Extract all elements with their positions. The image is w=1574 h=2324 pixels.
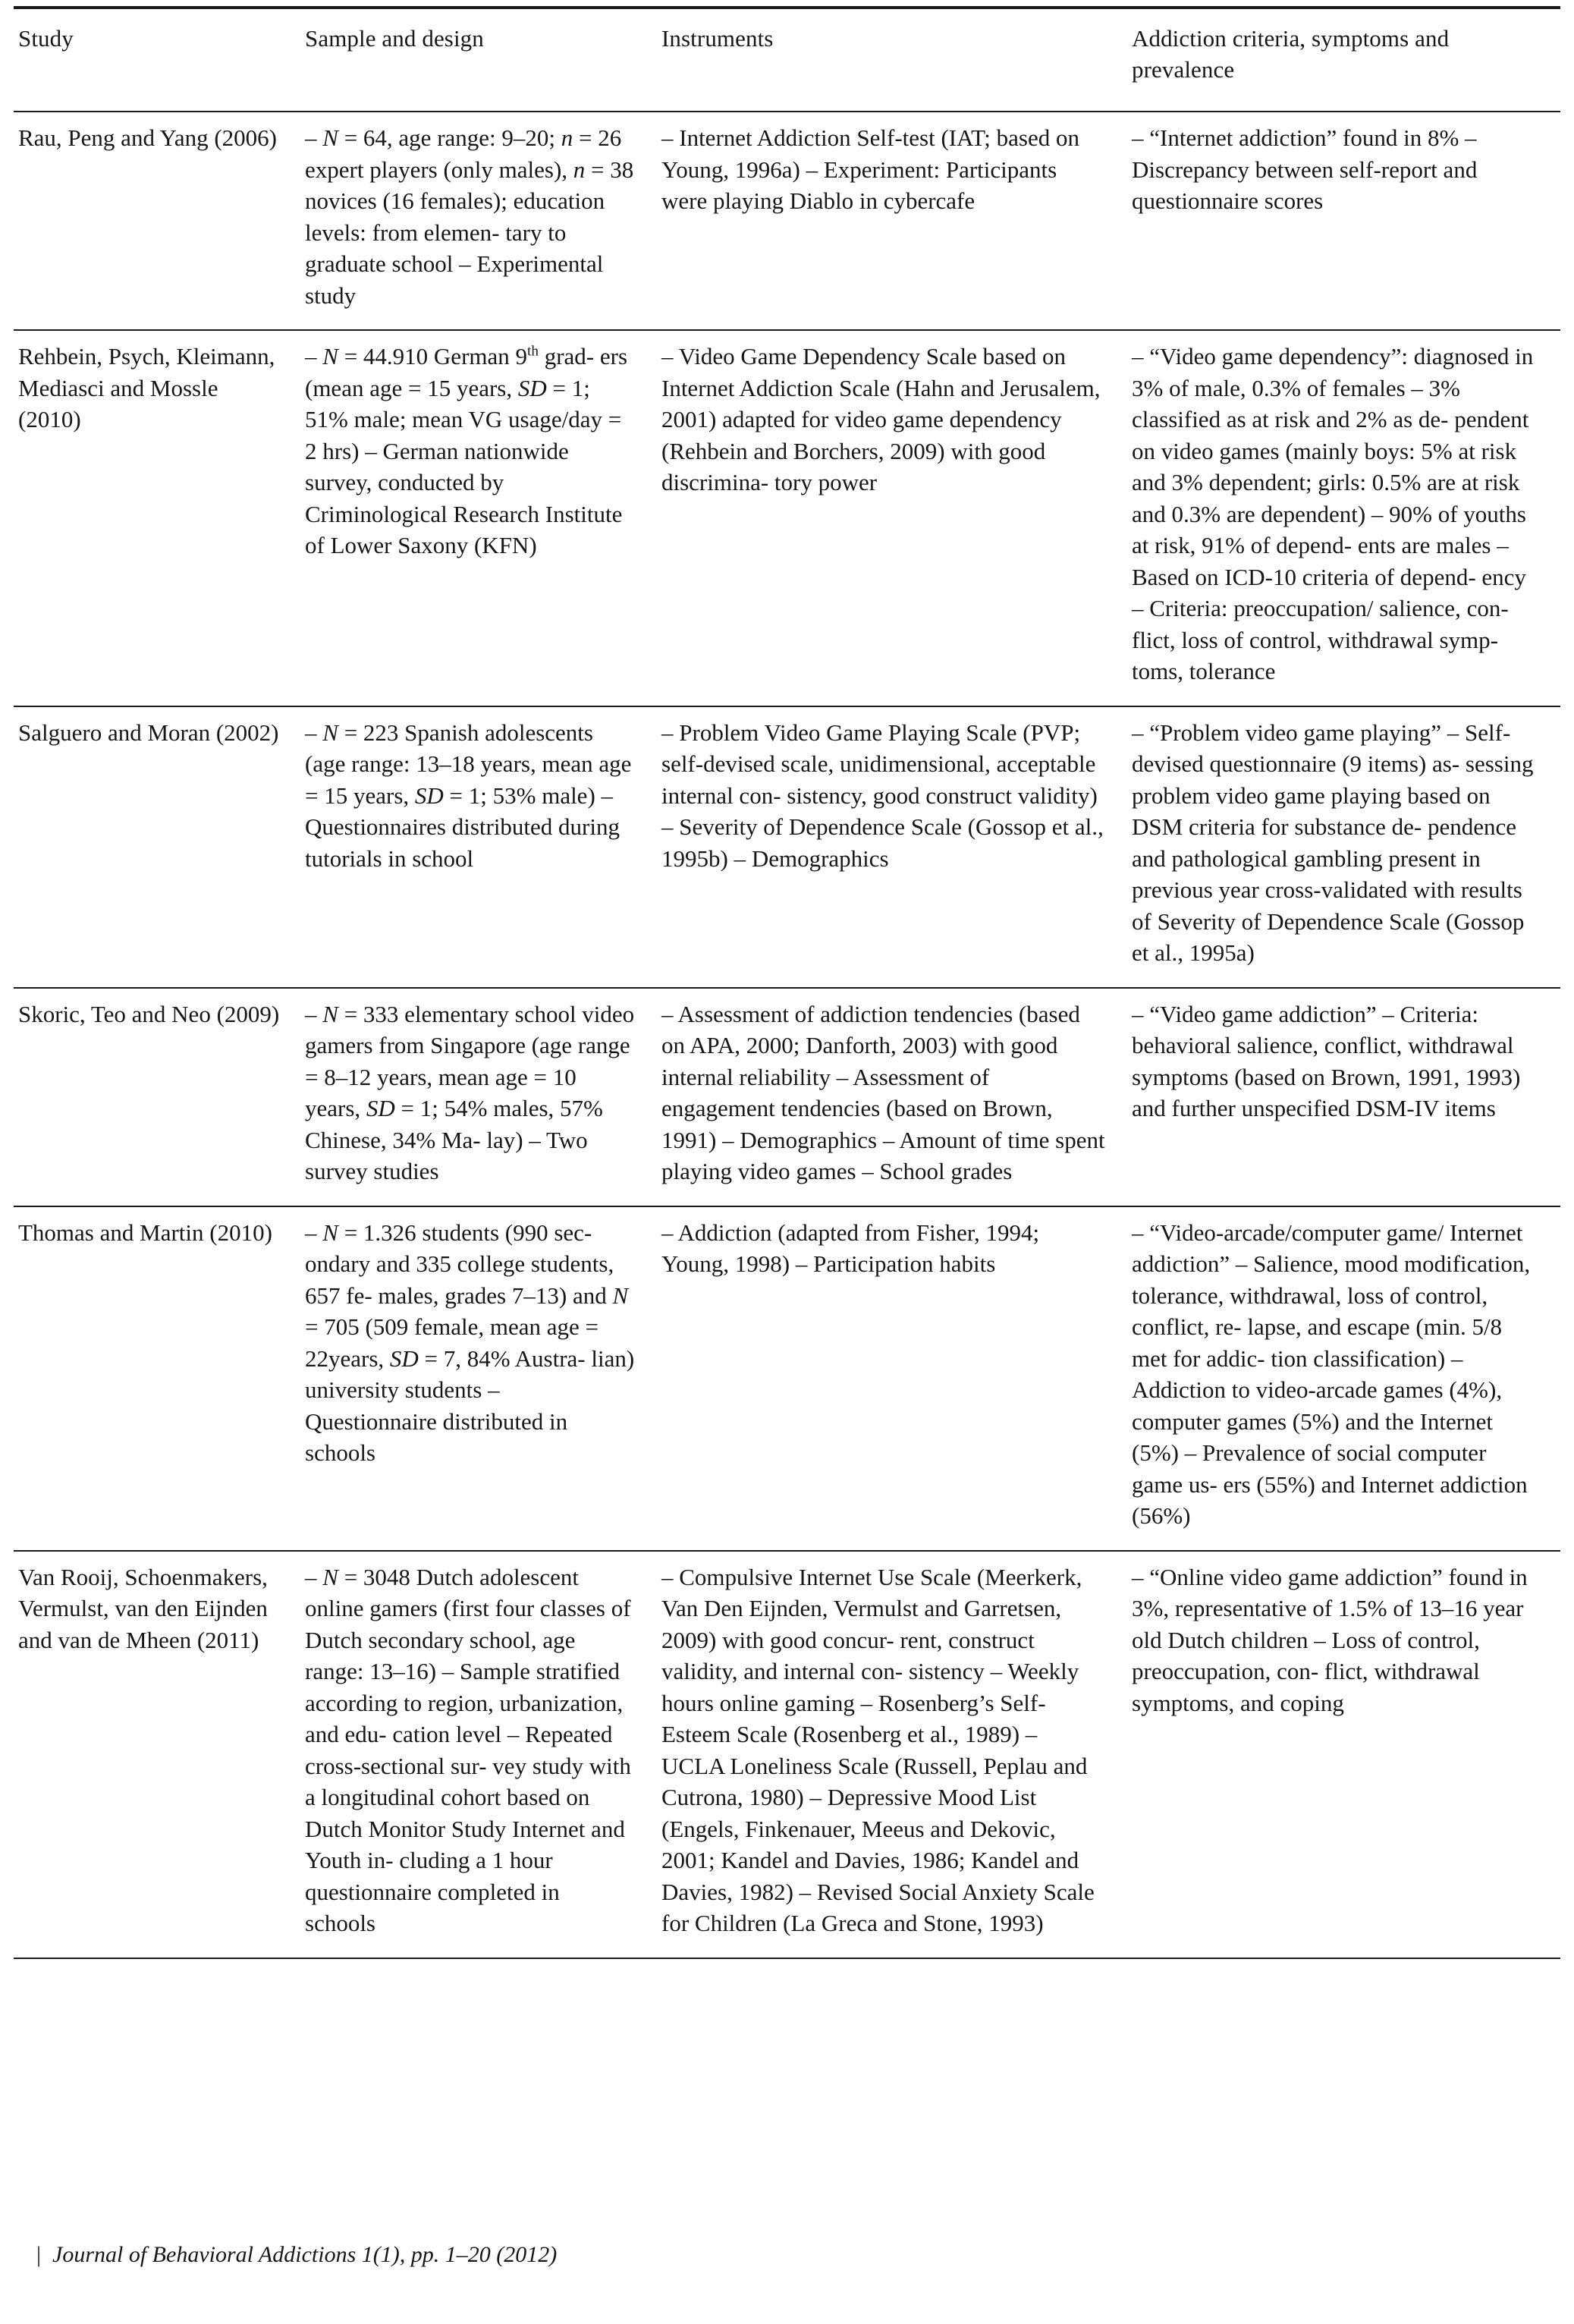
table-row	[14, 988, 1560, 1206]
cell-criteria: – “Online video game addiction” found in 3%, representative of 1.5% of 13–16 year old Dutch children – Loss of control, preoccupation, con- flict, withdrawal symptoms, and coping	[1127, 1551, 1560, 1958]
table-row	[14, 112, 1560, 330]
cell-study: Van Rooij, Schoenmakers, Vermulst, van den Eijnden and van de Mheen (2011)	[14, 1551, 300, 1958]
cell-study: Skoric, Teo and Neo (2009)	[14, 988, 300, 1206]
table-row	[14, 330, 1560, 706]
cell-criteria: – “Video-arcade/computer game/ Internet addiction” – Salience, mood modification, tolerance, withdrawal, loss of control, conflict, re- lapse, and escape (min. 5/8 met for addic- tion classification) – Addiction to video-arcade games (4%), computer games (5%) and the Internet (5%) – Prevalence of social computer game us- ers (55%) and Internet addiction (56%)	[1127, 1206, 1560, 1551]
cell-instruments: – Assessment of addiction tendencies (based on APA, 2000; Danforth, 2003) with good internal reliability – Assessment of engagement tendencies (based on Brown, 1991) – Demographics – Amount of time spent playing video games – School grades	[657, 988, 1127, 1206]
table-bottom-rule	[14, 1958, 1560, 1959]
column-header-study: Study	[14, 8, 300, 112]
column-header-addiction-criteria: Addiction criteria, symptoms and prevalence	[1127, 8, 1560, 112]
column-header-sample-and-design: Sample and design	[300, 8, 657, 112]
cell-sample: – N = 64, age range: 9–20; n = 26 expert players (only males), n = 38 novices (16 females); education levels: from elemen- tary to graduate school – Experimental study	[300, 112, 657, 330]
table-row	[14, 1551, 1560, 1958]
table-row	[14, 706, 1560, 988]
document-page	[0, 6, 1574, 2324]
cell-instruments: – Addiction (adapted from Fisher, 1994; Young, 1998) – Participation habits	[657, 1206, 1127, 1551]
cell-criteria: – “Video game addiction” – Criteria: behavioral salience, conflict, withdrawal symptoms (based on Brown, 1991, 1993) and further unspecified DSM-IV items	[1127, 988, 1560, 1206]
page-footer	[14, 2212, 557, 2298]
cell-instruments: – Compulsive Internet Use Scale (Meerkerk, Van Den Eijnden, Vermulst and Garretsen, 2009) with good concur- rent, construct validity, and internal con- sistency – Weekly hours online gaming – Rosenberg’s Self-Esteem Scale (Rosenberg et al., 1989) – UCLA Loneliness Scale (Russell, Peplau and Cutrona, 1980) – Depressive Mood List (Engels, Finkenauer, Meeus and Dekovic, 2001; Kandel and Davies, 1986; Kandel and Davies, 1982) – Revised Social Anxiety Scale for Children (La Greca and Stone, 1993)	[657, 1551, 1127, 1958]
cell-study: Rehbein, Psych, Kleimann, Mediasci and Mossle (2010)	[14, 330, 300, 706]
cell-sample: – N = 333 elementary school video gamers from Singapore (age range = 8–12 years, mean age = 10 years, SD = 1; 54% males, 57% Chinese, 34% Ma- lay) – Two survey studies	[300, 988, 657, 1206]
cell-criteria: – “Internet addiction” found in 8% – Discrepancy between self-report and questionnaire scores	[1127, 112, 1560, 330]
cell-criteria: – “Video game dependency”: diagnosed in 3% of male, 0.3% of females – 3% classified as at risk and 2% as de- pendent on video games (mainly boys: 5% at risk and 3% dependent; girls: 0.5% are at risk and 0.3% are dependent) – 90% of youths at risk, 91% of depend- ents are males – Based on ICD-10 criteria of depend- ency – Criteria: preoccupation/ salience, con- flict, loss of control, withdrawal symp- toms, tolerance	[1127, 330, 1560, 706]
cell-instruments: – Video Game Dependency Scale based on Internet Addiction Scale (Hahn and Jerusalem, 2001) adapted for video game dependency (Rehbein and Borchers, 2009) with good discrimina- tory power	[657, 330, 1127, 706]
column-header-instruments: Instruments	[657, 8, 1127, 112]
cell-instruments: – Internet Addiction Self-test (IAT; based on Young, 1996a) – Experiment: Participants were playing Diablo in cybercafe	[657, 112, 1127, 330]
cell-sample: – N = 223 Spanish adolescents (age range: 13–18 years, mean age = 15 years, SD = 1; 53% male) – Questionnaires distributed during tutorials in school	[300, 706, 657, 988]
footer-bar: |	[36, 2242, 53, 2267]
table-body	[14, 112, 1560, 1958]
cell-study: Rau, Peng and Yang (2006)	[14, 112, 300, 330]
cell-study: Thomas and Martin (2010)	[14, 1206, 300, 1551]
table-row	[14, 1206, 1560, 1551]
cell-sample: – N = 1.326 students (990 sec- ondary and 335 college students, 657 fe- males, grades 7–13) and N = 705 (509 female, mean age = 22years, SD = 7, 84% Austra- lian) university students – Questionnaire distributed in schools	[300, 1206, 657, 1551]
cell-criteria: – “Problem video game playing” – Self-devised questionnaire (9 items) as- sessing problem video game playing based on DSM criteria for substance de- pendence and pathological gambling present in previous year cross-validated with results of Severity of Dependence Scale (Gossop et al., 1995a)	[1127, 706, 1560, 988]
cell-instruments: – Problem Video Game Playing Scale (PVP; self-devised scale, unidimensional, acceptable internal con- sistency, good construct validity) – Severity of Dependence Scale (Gossop et al., 1995b) – Demographics	[657, 706, 1127, 988]
table-header	[14, 8, 1560, 112]
cell-study: Salguero and Moran (2002)	[14, 706, 300, 988]
studies-table	[14, 6, 1560, 1958]
footer-citation: Journal of Behavioral Addictions 1(1), pp. 1–20 (2012)	[52, 2242, 558, 2267]
cell-sample: – N = 3048 Dutch adolescent online gamers (first four classes of Dutch secondary school, age range: 13–16) – Sample stratified according to region, urbanization, and edu- cation level – Repeated cross-sectional sur- vey study with a longitudinal cohort based on Dutch Monitor Study Internet and Youth in- cluding a 1 hour questionnaire completed in schools	[300, 1551, 657, 1958]
cell-sample: – N = 44.910 German 9th grad- ers (mean age = 15 years, SD = 1; 51% male; mean VG usage/day = 2 hrs) – German nationwide survey, conducted by Criminological Research Institute of Lower Saxony (KFN)	[300, 330, 657, 706]
